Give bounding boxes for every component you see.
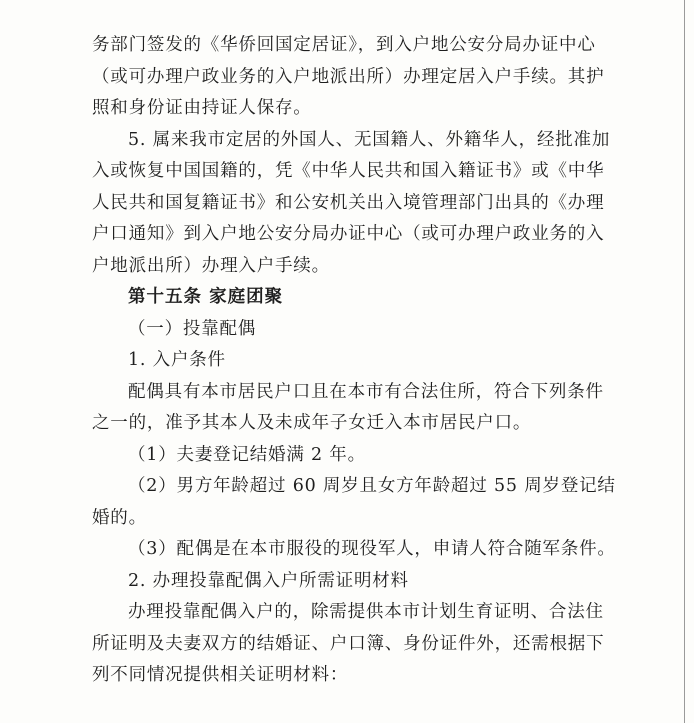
- list-item: （1）夫妻登记结婚满 2 年。: [128, 444, 366, 465]
- page-edge-divider: [684, 0, 685, 723]
- paragraph-line: （或可办理户政业务的入户地派出所）办理定居入户手续。其护: [92, 66, 605, 87]
- section-heading: （一）投靠配偶: [128, 318, 257, 339]
- paragraph-line: 户地派出所）办理入户手续。: [92, 255, 330, 276]
- document-body: [92, 30, 616, 692]
- paragraph-line: 照和身份证由持证人保存。: [92, 98, 312, 118]
- paragraph-line: 5. 属来我市定居的外国人、无国籍人、外籍华人，经批准加: [128, 129, 611, 150]
- subsection-heading: 1. 入户条件: [128, 350, 226, 370]
- paragraph-line: 所证明及夫妻双方的结婚证、户口簿、身份证件外，还需根据下: [92, 633, 605, 654]
- paragraph-line: 户口通知》到入户地公安分局办证中心（或可办理户政业务的入: [92, 224, 605, 244]
- subsection-heading: 2. 办理投靠配偶入户所需证明材料: [128, 570, 409, 591]
- paragraph-line: 之一的，准予其本人及未成年子女迁入本市居民户口。: [92, 413, 532, 433]
- article-heading: 第十五条 家庭团聚: [128, 287, 284, 307]
- paragraph-line: 人民共和国复籍证书》和公安机关出入境管理部门出具的《办理: [92, 192, 605, 213]
- paragraph-line: 列不同情况提供相关证明材料：: [92, 665, 349, 685]
- paragraph-line: 入或恢复中国国籍的，凭《中华人民共和国入籍证书》或《中华: [92, 161, 605, 181]
- paragraph-line: 务部门签发的《华侨回国定居证》，到入户地公安分局办证中心: [92, 35, 596, 55]
- paragraph-line: 办理投靠配偶入户的，除需提供本市计划生育证明、合法住: [128, 602, 604, 622]
- paragraph-line: 配偶具有本市居民户口且在本市有合法住所，符合下列条件: [128, 381, 604, 402]
- list-item: （2）男方年龄超过 60 周岁且女方年龄超过 55 周岁登记结: [128, 476, 616, 496]
- paragraph-line: 婚的。: [92, 507, 147, 528]
- list-item: （3）配偶是在本市服役的现役军人，申请人符合随军条件。: [128, 539, 616, 559]
